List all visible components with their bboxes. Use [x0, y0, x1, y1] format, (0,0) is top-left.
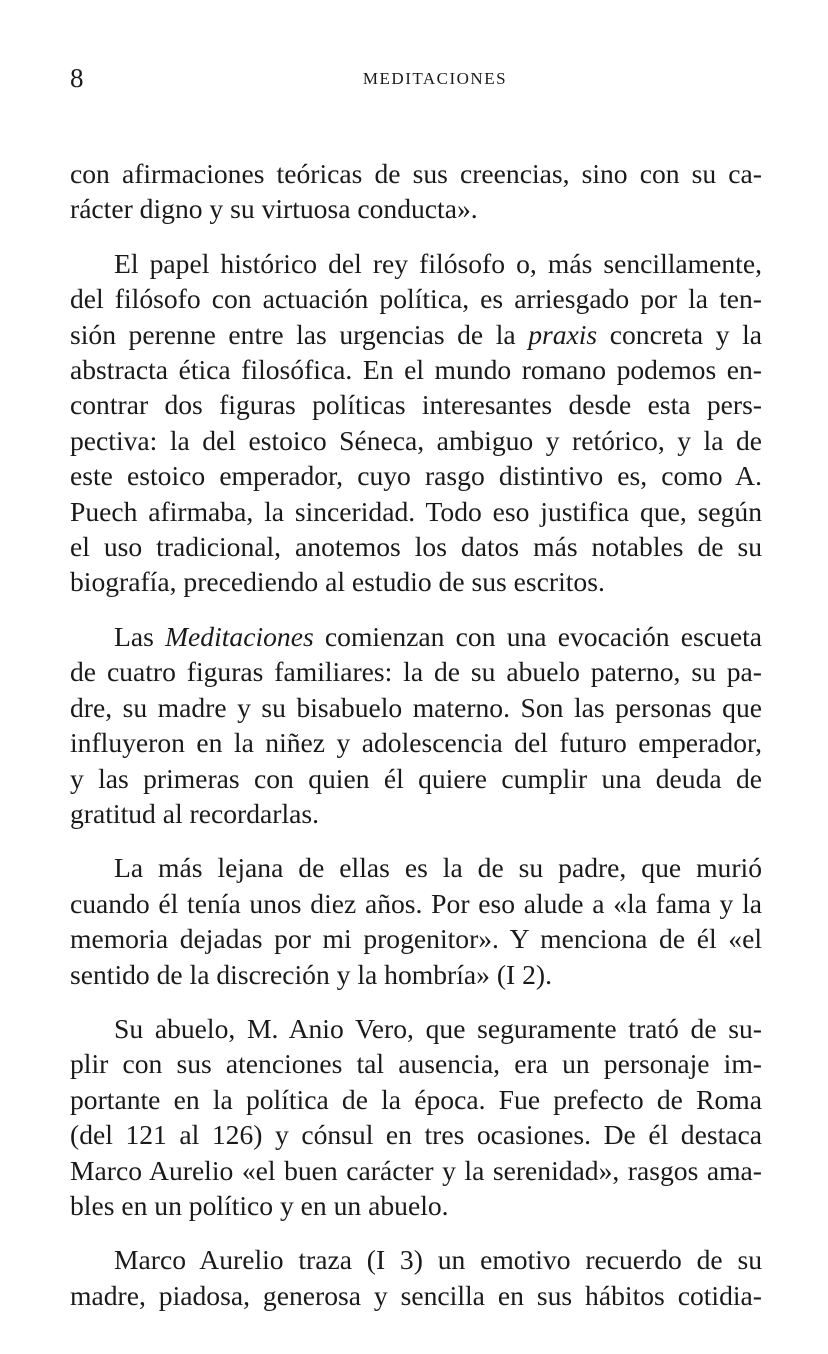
- text-line: de cuatro figuras familiares: la de su abuelo paterno, su pa-: [70, 656, 762, 688]
- paragraph: [70, 246, 762, 600]
- text-line: portante en la política de la época. Fue prefecto de Roma: [70, 1083, 762, 1115]
- text-line: bles en un político y en un abuelo.: [70, 1189, 449, 1221]
- text-line: del filósofo con actuación política, es arriesgado por la ten-: [70, 283, 762, 315]
- text-line: rácter digno y su virtuosa conducta».: [70, 193, 478, 225]
- paragraph: [70, 1242, 762, 1313]
- body-text: [70, 156, 762, 1332]
- paragraph: [70, 850, 762, 992]
- text-line: este estoico emperador, cuyo rasgo distintivo es, como A.: [70, 460, 762, 492]
- text-line: Marco Aurelio traza (I 3) un emotivo recuerdo de su: [114, 1244, 762, 1276]
- page-header: [70, 58, 760, 98]
- paragraph: [70, 1011, 762, 1223]
- paragraph: [70, 156, 762, 227]
- text-line: sión perenne entre las urgencias de la praxis concreta y la: [70, 318, 762, 350]
- text-line: cuando él tenía unos diez años. Por eso alude a «la fama y la: [70, 887, 762, 919]
- text-line: abstracta ética filosófica. En el mundo romano podemos en-: [70, 354, 762, 386]
- text-line: Su abuelo, M. Anio Vero, que seguramente trató de su-: [114, 1012, 762, 1044]
- text-line: pectiva: la del estoico Séneca, ambiguo y retórico, y la de: [70, 424, 762, 456]
- text-line: madre, piadosa, generosa y sencilla en sus hábitos cotidia-: [70, 1279, 762, 1311]
- text-line: El papel histórico del rey filósofo o, más sencillamente,: [114, 247, 762, 279]
- text-line: y las primeras con quien él quiere cumplir una deuda de: [70, 762, 762, 794]
- text-line: Las Meditaciones comienzan con una evocación escueta: [114, 620, 762, 652]
- text-line: con afirmaciones teóricas de sus creencias, sino con su ca-: [70, 158, 762, 189]
- page-number: 8: [70, 63, 84, 93]
- paragraph: [70, 619, 762, 831]
- text-line: gratitud al recordarlas.: [70, 797, 319, 829]
- text-line: sentido de la discreción y la hombría» (I 2).: [70, 958, 552, 990]
- italic-term: praxis: [528, 318, 598, 350]
- running-head: MEDITACIONES: [362, 69, 508, 88]
- text-line: La más lejana de ellas es la de su padre, que murió: [114, 852, 762, 884]
- text-line: (del 121 al 126) y cónsul en tres ocasiones. De él destaca: [70, 1119, 762, 1151]
- text-line: memoria dejadas por mi progenitor». Y menciona de él «el: [70, 923, 762, 955]
- text-line: Puech afirmaba, la sinceridad. Todo eso justifica que, según: [70, 495, 762, 527]
- text-line: dre, su madre y su bisabuelo materno. Son las personas que: [70, 691, 762, 723]
- text-line: plir con sus atenciones tal ausencia, era un personaje im-: [70, 1048, 762, 1080]
- text-line: Marco Aurelio «el buen carácter y la serenidad», rasgos ama-: [70, 1154, 762, 1186]
- text-line: influyeron en la niñez y adolescencia del futuro emperador,: [70, 727, 762, 759]
- text-line: biografía, precediendo al estudio de sus escritos.: [70, 566, 605, 598]
- text-line: contrar dos figuras políticas interesantes desde esta pers-: [70, 389, 762, 421]
- text-line: el uso tradicional, anotemos los datos más notables de su: [70, 531, 762, 563]
- italic-term: Meditaciones: [165, 620, 314, 652]
